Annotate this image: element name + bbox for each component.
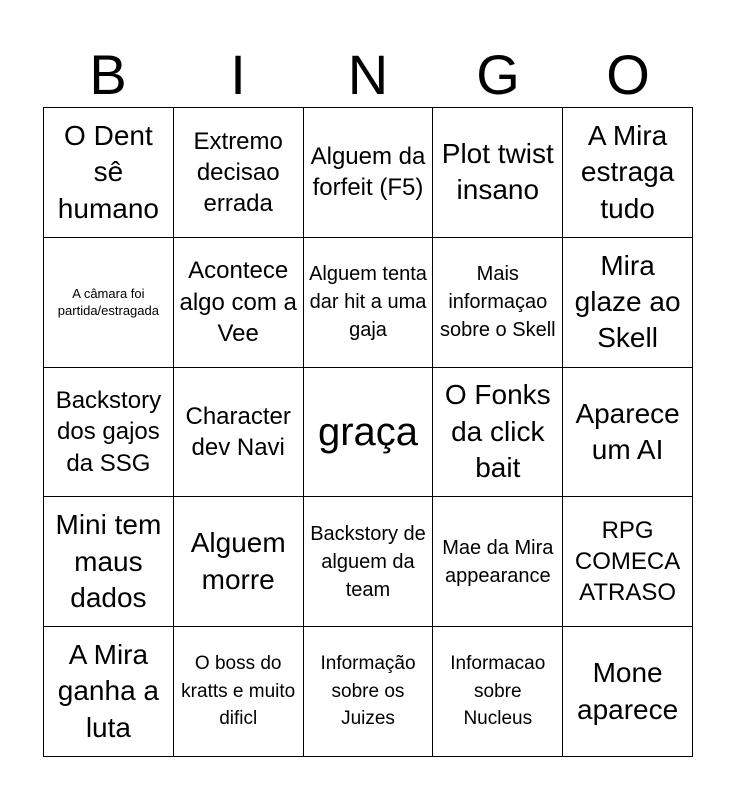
bingo-cell[interactable]: Aparece um AI xyxy=(563,368,693,498)
bingo-cell[interactable]: Acontece algo com a Vee xyxy=(174,238,304,368)
bingo-cell[interactable]: Mira glaze ao Skell xyxy=(563,238,693,368)
bingo-cell[interactable]: Alguem tenta dar hit a uma gaja xyxy=(304,238,434,368)
bingo-cell[interactable]: A Mira ganha a luta xyxy=(44,627,174,757)
bingo-cell[interactable]: Alguem da forfeit (F5) xyxy=(304,108,434,238)
bingo-cell[interactable]: Mae da Mira appearance xyxy=(433,497,563,627)
bingo-cell[interactable]: Extremo decisao errada xyxy=(174,108,304,238)
bingo-cell[interactable]: A Mira estraga tudo xyxy=(563,108,693,238)
bingo-cell[interactable]: O boss do kratts e muito dificl xyxy=(174,627,304,757)
bingo-cell-free[interactable]: graça xyxy=(304,368,434,498)
header-letter-o: O xyxy=(606,42,650,106)
bingo-cell[interactable]: O Fonks da click bait xyxy=(433,368,563,498)
bingo-cell[interactable]: Plot twist insano xyxy=(433,108,563,238)
bingo-cell[interactable]: Character dev Navi xyxy=(174,368,304,498)
bingo-cell[interactable]: Informação sobre os Juizes xyxy=(304,627,434,757)
bingo-cell[interactable]: Backstory de alguem da team xyxy=(304,497,434,627)
bingo-cell[interactable]: Alguem morre xyxy=(174,497,304,627)
header-letter-i: I xyxy=(230,42,246,106)
bingo-cell[interactable]: Backstory dos gajos da SSG xyxy=(44,368,174,498)
bingo-cell[interactable]: Mone aparece xyxy=(563,627,693,757)
bingo-cell[interactable]: RPG COMECA ATRASO xyxy=(563,497,693,627)
bingo-cell[interactable]: Mais informaçao sobre o Skell xyxy=(433,238,563,368)
bingo-cell[interactable]: A câmara foi partida/estragada xyxy=(44,238,174,368)
bingo-cell[interactable]: Mini tem maus dados xyxy=(44,497,174,627)
header-letter-b: B xyxy=(89,42,127,106)
bingo-header xyxy=(43,40,693,108)
header-letter-n: N xyxy=(347,42,389,106)
bingo-cell[interactable]: Informacao sobre Nucleus xyxy=(433,627,563,757)
bingo-board xyxy=(43,107,693,757)
header-letter-g: G xyxy=(476,42,520,106)
bingo-cell[interactable]: O Dent sê humano xyxy=(44,108,174,238)
